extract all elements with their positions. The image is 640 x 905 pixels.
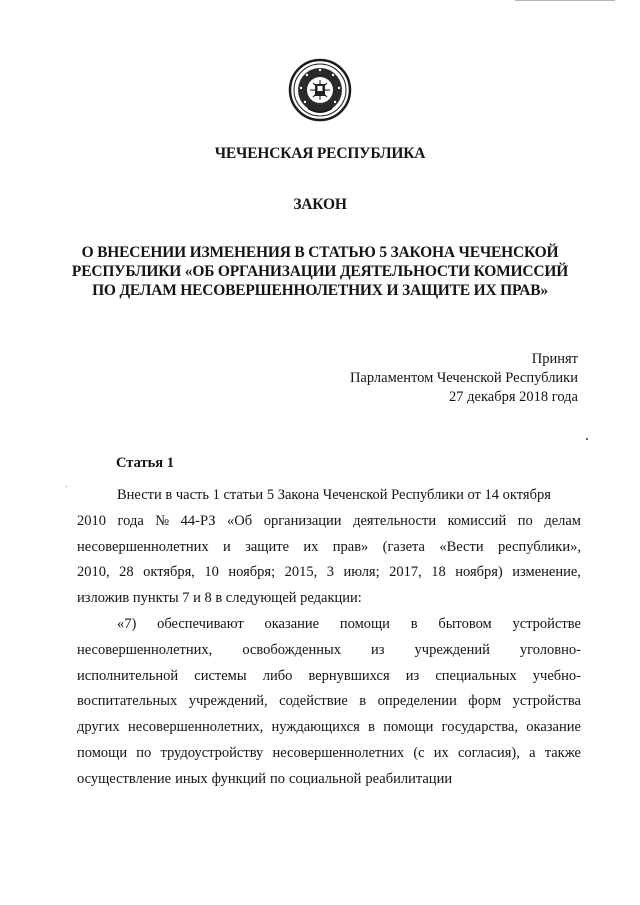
law-title-line: РЕСПУБЛИКИ «ОБ ОРГАНИЗАЦИИ ДЕЯТЕЛЬНОСТИ КОМИССИЙ xyxy=(71,263,569,280)
word: обеспечивают xyxy=(157,616,244,632)
word: помощи xyxy=(383,719,434,736)
law-title-line: О ВНЕСЕНИИ ИЗМЕНЕНИЯ В СТАТЬЮ 5 ЗАКОНА ЧЕЧЕНСКОЙ xyxy=(81,244,559,261)
word: других xyxy=(77,719,120,736)
adoption-date: 27 декабря 2018 года xyxy=(449,389,578,405)
scan-speck xyxy=(586,438,588,440)
word: 18 xyxy=(431,564,446,581)
text-line xyxy=(77,689,581,715)
text-line xyxy=(77,535,581,561)
text-line xyxy=(77,638,581,664)
word: оказание xyxy=(526,719,581,736)
word: форм xyxy=(468,693,502,710)
word: несовершеннолетних xyxy=(77,538,209,555)
text-line xyxy=(77,560,581,586)
word: деятельности xyxy=(353,512,437,529)
word: 44-РЗ xyxy=(180,512,216,529)
word: в xyxy=(410,616,418,632)
word: социальной xyxy=(289,770,362,787)
word: № xyxy=(155,512,170,529)
coat-of-arms-emblem-icon xyxy=(288,58,352,122)
word: устройстве xyxy=(512,616,581,632)
word: 3 xyxy=(326,564,334,581)
word: и xyxy=(223,538,231,555)
law-title-line: ПО ДЕЛАМ НЕСОВЕРШЕННОЛЕТНИХ И ЗАЩИТЕ ИХ ПРАВ» xyxy=(92,282,548,299)
word: исполнительной xyxy=(77,667,179,684)
word: Внести в часть 1 статьи 5 Закона Чеченской Республики от 14 октября xyxy=(117,487,551,503)
text-line xyxy=(77,715,581,741)
word: а xyxy=(529,744,536,761)
word: государства, xyxy=(441,719,518,736)
word: учреждений, xyxy=(188,693,268,710)
word: определении xyxy=(377,693,457,710)
word: функций xyxy=(211,770,267,787)
text-line xyxy=(77,664,581,690)
text-line xyxy=(77,767,581,793)
word: несовершеннолетних xyxy=(272,744,405,761)
word: реабилитации xyxy=(365,770,453,787)
word: по xyxy=(136,744,152,761)
adoption-body: Парламентом Чеченской Республики xyxy=(349,370,578,386)
word: «Вести xyxy=(439,538,484,555)
word: в xyxy=(368,719,375,736)
word: из xyxy=(405,667,420,684)
word: года xyxy=(117,512,144,529)
word: 2010, xyxy=(77,564,110,581)
word: учебно- xyxy=(532,667,581,684)
word: специальных xyxy=(435,667,517,684)
word: освобожденных xyxy=(242,641,341,658)
text-line xyxy=(77,509,581,535)
word: изменение, xyxy=(512,564,581,581)
document-type-heading: ЗАКОН xyxy=(293,196,347,213)
word: несовершеннолетних, xyxy=(127,719,264,736)
word: из xyxy=(371,641,385,658)
word: трудоустройству xyxy=(160,744,264,761)
article-heading: Статья 1 xyxy=(116,455,174,471)
word: бытовом xyxy=(438,616,492,632)
word: помощи xyxy=(339,616,390,632)
word: 10 xyxy=(204,564,219,581)
word: устройства xyxy=(512,693,581,710)
word: «Об xyxy=(227,512,253,529)
article-paragraph-2 xyxy=(77,612,581,793)
word: 2010 xyxy=(77,512,106,529)
word: содействие xyxy=(279,693,348,710)
text-line xyxy=(77,483,581,509)
word: в xyxy=(359,693,367,710)
word: согласия), xyxy=(458,744,520,761)
word: также xyxy=(544,744,581,761)
text-line xyxy=(77,612,581,638)
word: 2017, xyxy=(389,564,422,581)
scan-speck xyxy=(66,486,67,487)
word: воспитательных xyxy=(77,693,178,710)
word: осуществление xyxy=(77,770,172,787)
word: по xyxy=(270,770,286,787)
word: иных xyxy=(175,770,208,787)
word: по xyxy=(517,512,533,529)
word: нуждающихся xyxy=(271,719,360,736)
word: учреждений xyxy=(414,641,490,658)
word: июля; xyxy=(343,564,380,581)
scan-edge-mark xyxy=(515,0,615,3)
word: оказание xyxy=(264,616,320,632)
word: их xyxy=(303,538,319,555)
republic-heading: ЧЕЧЕНСКАЯ РЕСПУБЛИКА xyxy=(214,145,426,162)
word: комиссий xyxy=(447,512,507,529)
text-line xyxy=(77,741,581,767)
word: октября, xyxy=(143,564,195,581)
word: «7) xyxy=(117,616,137,632)
text-line xyxy=(77,586,581,612)
law-title xyxy=(0,243,640,300)
word: либо xyxy=(262,667,293,684)
word: защите xyxy=(245,538,290,555)
word: несовершеннолетних, xyxy=(77,641,213,658)
article-paragraph-1 xyxy=(77,483,581,612)
word: 2015, xyxy=(284,564,318,581)
word: вернувшихся xyxy=(308,667,390,684)
word: (с xyxy=(413,744,425,761)
word: 28 xyxy=(119,564,134,581)
word: помощи xyxy=(77,744,128,761)
word: системы xyxy=(194,667,247,684)
word: их xyxy=(433,744,449,761)
word: (газета xyxy=(382,538,425,555)
word: делам xyxy=(544,512,581,529)
word: организации xyxy=(263,512,342,529)
word: прав» xyxy=(332,538,369,555)
word: уголовно- xyxy=(519,641,581,658)
word: ноября; xyxy=(228,564,276,581)
adoption-status: Принят xyxy=(531,351,578,367)
word: изложив пункты 7 и 8 в следующей редакции: xyxy=(77,590,362,607)
adoption-block xyxy=(350,350,578,407)
word: республики», xyxy=(497,538,581,555)
word: ноября) xyxy=(455,564,503,581)
